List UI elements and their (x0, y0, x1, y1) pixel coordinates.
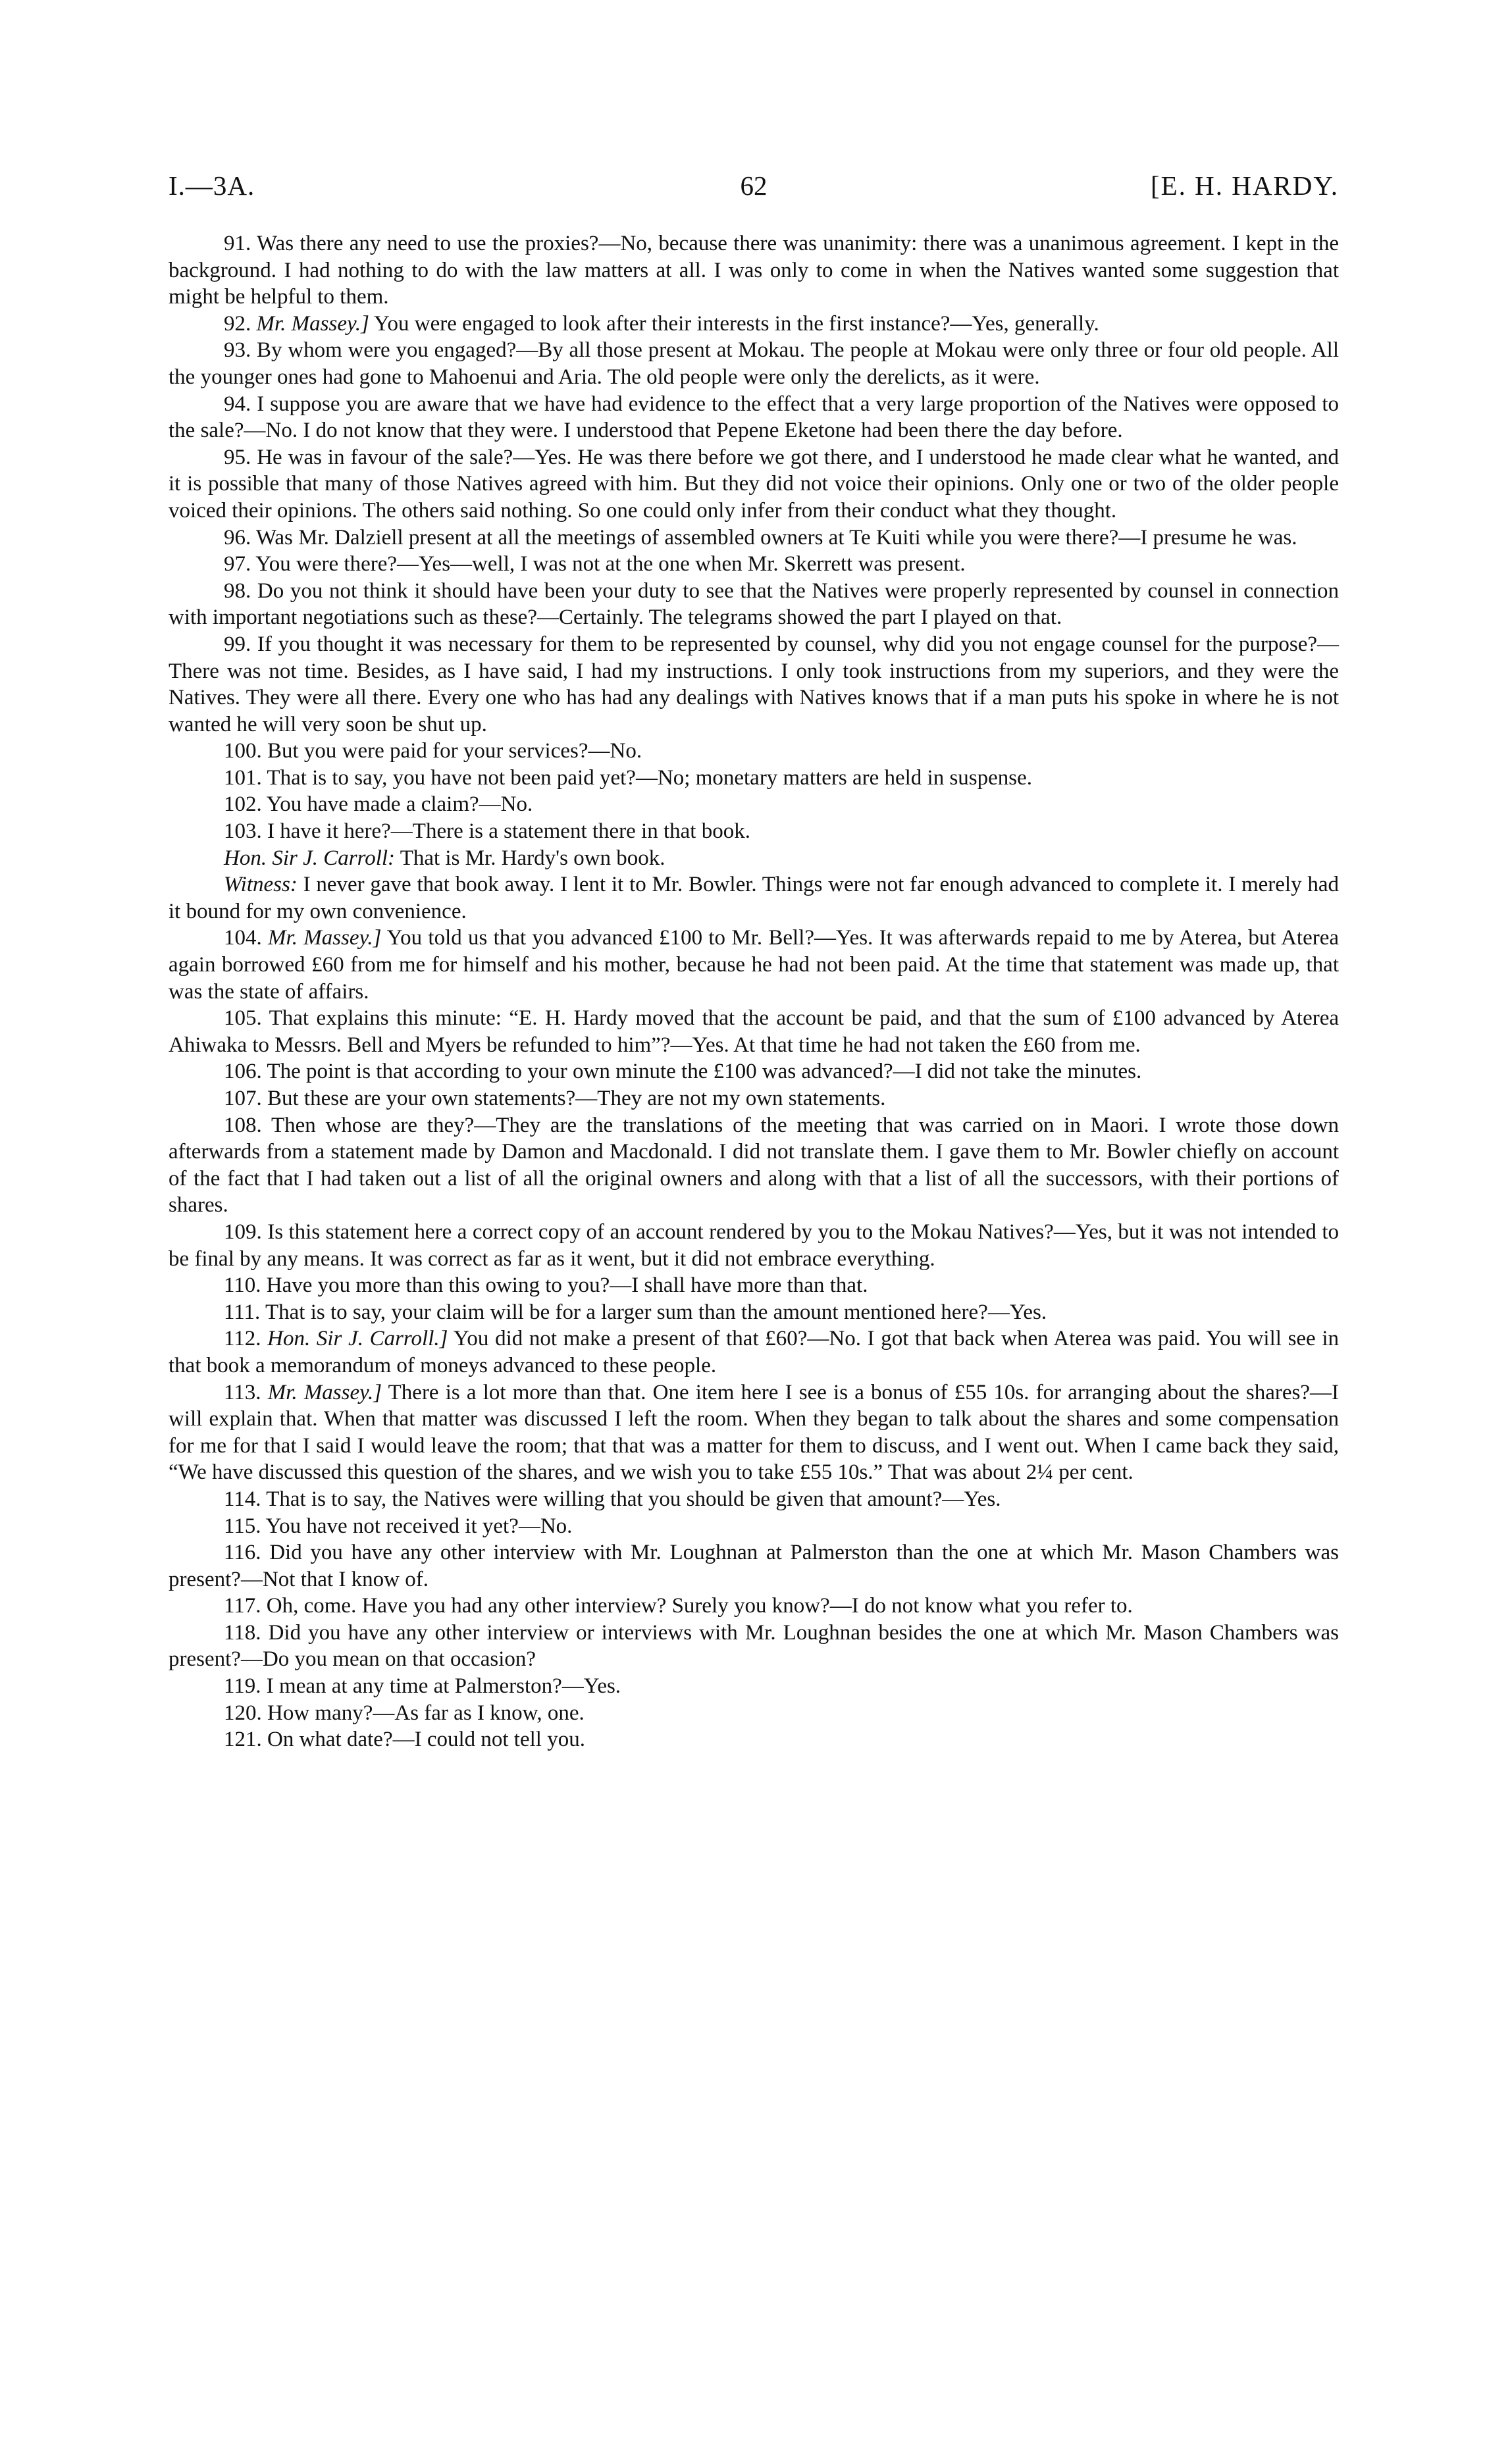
paragraph-text: That is to say, you have not been paid yet?—No; monetary matters are held in suspense. (267, 765, 1033, 790)
question-number: 91. (224, 232, 251, 255)
question-number: 106. (224, 1060, 262, 1084)
question-answer-paragraph (169, 1299, 1339, 1326)
paragraph-text: That explains this minute: “E. H. Hardy moved that the account be paid, and that the sum of £100 advanced by Aterea Ahiwaka to Messrs. Bell and Myers be refunded to him”?—Yes. At that time he had not taken the £60 from me. (169, 1006, 1339, 1057)
question-answer-paragraph (169, 525, 1339, 552)
paragraph-text: He was in favour of the sale?—Yes. He was there before we got there, and I understood he made clear what he wanted, and it is possible that many of those Natives agreed with him. But they did not voice their opinions. Only one or two of the older people voiced their opinions. The others said nothing. So one could only infer from their conduct what they thought. (169, 445, 1340, 523)
report-reference: I.—3A. (169, 170, 255, 201)
question-number: 113. (224, 1380, 261, 1404)
question-answer-paragraph (169, 818, 1339, 845)
speaker-name: Mr. Massey.] (268, 926, 382, 950)
question-answer-paragraph (169, 230, 1339, 311)
paragraph-text: Is this statement here a correct copy of an account rendered by you to the Mokau Natives?—Yes, but it was not intended to be final by any means. It was correct as far as it went, but it did not embrace everything. (169, 1219, 1340, 1271)
paragraph-text: If you thought it was necessary for them to be represented by counsel, why did you not engage counsel for the purpose?—There was not time. Besides, as I have said, I had my instructions. I only took instructions from my superiors, and they were the Natives. They were all there. Every one who has had any dealings with Natives knows that if a man puts his spoke in where he is not wanted he will very soon be shut up. (169, 632, 1339, 736)
paragraph-text: You did not make a present of that £60?—No. I got that back when Aterea was paid. You will see in that book a memorandum of moneys advanced to these people. (169, 1327, 1340, 1377)
question-answer-paragraph (169, 391, 1339, 444)
paragraph-text: By whom were you engaged?—By all those present at Mokau. The people at Mokau were only three or four old people. All the younger ones had gone to Mahoenui and Aria. The old people were only the derelicts, as it were. (169, 338, 1340, 389)
question-answer-paragraph (169, 1700, 1339, 1727)
paragraph-text: The point is that according to your own minute the £100 was advanced?—I did not take the minutes. (267, 1060, 1142, 1084)
question-answer-paragraph (169, 1726, 1339, 1753)
paragraph-text: But you were paid for your services?—No. (267, 739, 642, 763)
question-answer-paragraph (169, 1486, 1339, 1513)
paragraph-text: Have you more than this owing to you?—I shall have more than that. (266, 1273, 868, 1298)
question-answer-paragraph (169, 631, 1339, 738)
question-number: 110. (224, 1273, 261, 1298)
question-number: 121. (224, 1728, 262, 1752)
question-number: 114. (224, 1487, 261, 1511)
paragraph-text: How many?—As far as I know, one. (267, 1701, 585, 1725)
paragraph-text: But these are your own statements?—They are not my own statements. (267, 1087, 886, 1110)
question-number: 92. (224, 311, 251, 336)
question-number: 117. (224, 1594, 261, 1618)
question-answer-paragraph (169, 738, 1339, 765)
question-answer-paragraph (169, 1673, 1339, 1700)
paragraph-text: Was there any need to use the proxies?—No, because there was unanimity: there was a unanimous agreement. I kept in the background. I had nothing to do with the law matters at all. I was only to come in when the Natives wanted some suggestion that might be helpful to them. (169, 232, 1339, 309)
question-answer-paragraph (169, 1325, 1339, 1379)
question-number: 104. (224, 926, 262, 950)
question-number: 108. (224, 1113, 262, 1137)
question-number: 107. (224, 1087, 262, 1110)
witness-name-header: [E. H. HARDY. (1150, 170, 1339, 201)
question-number: 103. (224, 819, 262, 844)
paragraph-text: On what date?—I could not tell you. (267, 1728, 585, 1752)
question-number: 97. (224, 552, 251, 577)
paragraph-text: Was Mr. Dalziell present at all the meetings of assembled owners at Te Kuiti while you were there?—I presume he was. (255, 525, 1297, 550)
question-answer-paragraph (169, 1593, 1339, 1620)
paragraph-text: You were engaged to look after their interests in the first instance?—Yes, generally. (373, 311, 1099, 336)
speaker-name: Mr. Massey.] (256, 311, 369, 336)
question-answer-paragraph (169, 578, 1339, 631)
question-answer-paragraph (169, 337, 1339, 390)
question-number: 105. (224, 1006, 262, 1031)
page-header (169, 170, 1339, 209)
question-answer-paragraph (169, 1058, 1339, 1085)
question-number: 98. (224, 578, 251, 603)
paragraph-text: Did you have any other interview with Mr. Loughnan at Palmerston than the one at which Mr. Mason Chambers was present?—Not that I know of. (169, 1541, 1340, 1591)
page-number: 62 (740, 170, 768, 201)
question-answer-paragraph (169, 1219, 1339, 1272)
question-number: 94. (224, 392, 251, 416)
question-answer-paragraph (169, 1620, 1339, 1673)
question-number: 109. (224, 1219, 262, 1244)
question-number: 95. (224, 445, 251, 469)
question-answer-paragraph (169, 925, 1339, 1005)
paragraph-text: I suppose you are aware that we have had evidence to the effect that a very large proportion of the Natives were opposed to the sale?—No. I do not know that they were. I understood that Pepene Eketone had been there the day before. (169, 392, 1340, 443)
question-number: 118. (224, 1620, 261, 1645)
paragraph-text: Then whose are they?—They are the translations of the meeting that was carried on in Maori. I wrote those down afterwards from a statement made by Damon and Macdonald. I did not translate them. I gave them to Mr. Bowler chiefly on account of the fact that I had taken out a list of all the original owners and along with that a list of all the successors, with their portions of shares. (169, 1113, 1339, 1218)
question-number: 93. (224, 338, 251, 363)
paragraph-text: Did you have any other interview or interviews with Mr. Loughnan besides the one at which Mr. Mason Chambers was present?—Do you mean on that occasion? (169, 1620, 1339, 1672)
paragraph-text: You have not received it yet?—No. (265, 1514, 573, 1538)
question-number: 100. (224, 739, 262, 763)
question-answer-paragraph (169, 1513, 1339, 1540)
paragraph-text: Do you not think it should have been your duty to see that the Natives were properly represented by counsel in connection with important negotiations such as these?—Certainly. The telegrams showed the part I played on that. (169, 578, 1340, 630)
paragraph-text: There is a lot more than that. One item here I see is a bonus of £55 10s. for arranging about the shares?—I will explain that. When that matter was discussed I left the room. When they began to talk about the shares and some compensation for me for that I said I would leave the room; that that was a matter for them to discuss, and I went out. When I came back they said, “We have discussed this question of the shares, and we wish you to take £55 10s.” That was about 2¼ per cent. (169, 1380, 1340, 1485)
paragraph-text: That is Mr. Hardy's own book. (400, 846, 665, 870)
question-answer-paragraph (169, 1379, 1339, 1486)
question-number: 111. (224, 1300, 261, 1324)
question-number: 99. (224, 632, 251, 656)
question-answer-paragraph (169, 1112, 1339, 1219)
question-answer-paragraph (169, 845, 1339, 872)
evidence-transcript (169, 230, 1339, 1753)
paragraph-text: I have it here?—There is a statement there in that book. (267, 819, 750, 844)
speaker-name: Witness: (224, 873, 298, 897)
question-number: 96. (224, 525, 251, 550)
question-number: 116. (224, 1541, 261, 1565)
paragraph-text: Oh, come. Have you had any other interview? Surely you know?—I do not know what you refer to. (266, 1594, 1133, 1618)
speaker-name: Mr. Massey.] (267, 1380, 382, 1404)
paragraph-text: That is to say, your claim will be for a larger sum than the amount mentioned here?—Yes. (265, 1300, 1047, 1324)
paragraph-text: You have made a claim?—No. (266, 792, 533, 817)
question-number: 112. (224, 1327, 261, 1351)
question-answer-paragraph (169, 1005, 1339, 1058)
question-answer-paragraph (169, 871, 1339, 925)
question-number: 101. (224, 765, 262, 790)
question-answer-paragraph (169, 1272, 1339, 1299)
question-answer-paragraph (169, 1085, 1339, 1112)
question-answer-paragraph (169, 1539, 1339, 1593)
question-number: 119. (224, 1674, 261, 1699)
paragraph-text: You told us that you advanced £100 to Mr. Bell?—Yes. It was afterwards repaid to me by Aterea, but Aterea again borrowed £60 from me for himself and his mother, because he had not been paid. At the time that statement was made up, that was the state of affairs. (169, 926, 1340, 1004)
question-answer-paragraph (169, 765, 1339, 792)
paragraph-text: I mean at any time at Palmerston?—Yes. (266, 1674, 621, 1699)
question-answer-paragraph (169, 444, 1339, 525)
speaker-name: Hon. Sir J. Carroll: (224, 846, 396, 870)
question-answer-paragraph (169, 551, 1339, 578)
question-answer-paragraph (169, 311, 1339, 338)
question-number: 115. (224, 1514, 261, 1538)
paragraph-text: You were there?—Yes—well, I was not at the one when Mr. Skerrett was present. (255, 552, 966, 577)
question-number: 102. (224, 792, 262, 817)
question-number: 120. (224, 1701, 262, 1725)
speaker-name: Hon. Sir J. Carroll.] (267, 1327, 448, 1351)
question-answer-paragraph (169, 791, 1339, 818)
paragraph-text: I never gave that book away. I lent it to Mr. Bowler. Things were not far enough advanced to complete it. I merely had it bound for my own convenience. (169, 873, 1340, 923)
paragraph-text: That is to say, the Natives were willing that you should be given that amount?—Yes. (266, 1487, 1001, 1511)
